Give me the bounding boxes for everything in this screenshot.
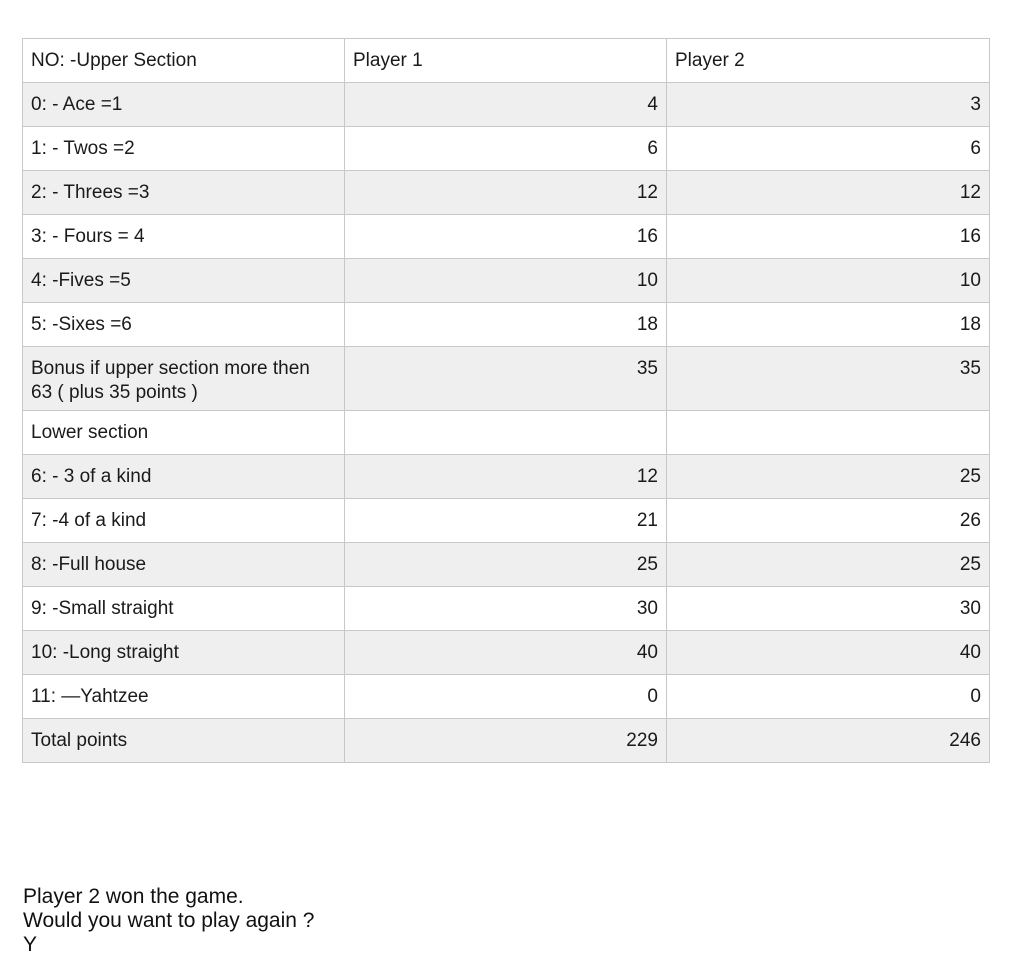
player-1-score: 4 bbox=[345, 83, 667, 127]
table-row-bonus bbox=[23, 347, 990, 411]
player-1-score bbox=[345, 411, 667, 455]
table-row bbox=[23, 303, 990, 347]
table-row bbox=[23, 127, 990, 171]
player-2-score: 25 bbox=[667, 455, 990, 499]
player-2-score: 3 bbox=[667, 83, 990, 127]
user-answer[interactable]: Y bbox=[23, 933, 38, 956]
player-1-score: 6 bbox=[345, 127, 667, 171]
row-label: Lower section bbox=[23, 411, 345, 455]
player-1-score: 10 bbox=[345, 259, 667, 303]
row-label: 7: -4 of a kind bbox=[23, 499, 345, 543]
table-row bbox=[23, 83, 990, 127]
row-label: 11: —Yahtzee bbox=[23, 675, 345, 719]
table-row bbox=[23, 455, 990, 499]
table-row bbox=[23, 587, 990, 631]
player-1-score: 40 bbox=[345, 631, 667, 675]
player-2-score: 18 bbox=[667, 303, 990, 347]
header-player-2: Player 2 bbox=[667, 39, 990, 83]
table-row bbox=[23, 543, 990, 587]
header-label: NO: -Upper Section bbox=[23, 39, 345, 83]
table-row bbox=[23, 631, 990, 675]
header-player-1: Player 1 bbox=[345, 39, 667, 83]
table-row-total bbox=[23, 719, 990, 763]
player-1-score: 25 bbox=[345, 543, 667, 587]
table-row bbox=[23, 215, 990, 259]
game-result-text: Player 2 won the game. bbox=[23, 885, 244, 908]
score-table bbox=[22, 38, 990, 763]
player-2-score: 35 bbox=[667, 347, 990, 411]
table-row bbox=[23, 259, 990, 303]
row-label: 1: - Twos =2 bbox=[23, 127, 345, 171]
player-2-score: 25 bbox=[667, 543, 990, 587]
player-2-score: 12 bbox=[667, 171, 990, 215]
row-label: 9: -Small straight bbox=[23, 587, 345, 631]
console-output bbox=[23, 885, 314, 957]
player-1-score: 12 bbox=[345, 455, 667, 499]
table-row bbox=[23, 675, 990, 719]
player-1-score: 16 bbox=[345, 215, 667, 259]
table-header-row bbox=[23, 39, 990, 83]
player-2-score: 6 bbox=[667, 127, 990, 171]
player-2-score bbox=[667, 411, 990, 455]
player-2-score: 10 bbox=[667, 259, 990, 303]
player-1-score: 35 bbox=[345, 347, 667, 411]
player-2-score: 16 bbox=[667, 215, 990, 259]
player-1-score: 30 bbox=[345, 587, 667, 631]
player-2-score: 30 bbox=[667, 587, 990, 631]
row-label: 8: -Full house bbox=[23, 543, 345, 587]
player-2-total: 246 bbox=[667, 719, 990, 763]
player-1-score: 12 bbox=[345, 171, 667, 215]
player-2-score: 40 bbox=[667, 631, 990, 675]
row-label: 4: -Fives =5 bbox=[23, 259, 345, 303]
row-label: Total points bbox=[23, 719, 345, 763]
row-label: 10: -Long straight bbox=[23, 631, 345, 675]
row-label: 3: - Fours = 4 bbox=[23, 215, 345, 259]
player-2-score: 0 bbox=[667, 675, 990, 719]
row-label: 6: - 3 of a kind bbox=[23, 455, 345, 499]
table-row-section-header bbox=[23, 411, 990, 455]
row-label: 0: - Ace =1 bbox=[23, 83, 345, 127]
player-1-score: 0 bbox=[345, 675, 667, 719]
player-2-score: 26 bbox=[667, 499, 990, 543]
player-1-score: 21 bbox=[345, 499, 667, 543]
row-label: 5: -Sixes =6 bbox=[23, 303, 345, 347]
player-1-total: 229 bbox=[345, 719, 667, 763]
table-row bbox=[23, 499, 990, 543]
row-label: Bonus if upper section more then 63 ( plus 35 points ) bbox=[23, 347, 345, 411]
row-label: 2: - Threes =3 bbox=[23, 171, 345, 215]
player-1-score: 18 bbox=[345, 303, 667, 347]
table-row bbox=[23, 171, 990, 215]
play-again-prompt: Would you want to play again ? bbox=[23, 909, 315, 932]
